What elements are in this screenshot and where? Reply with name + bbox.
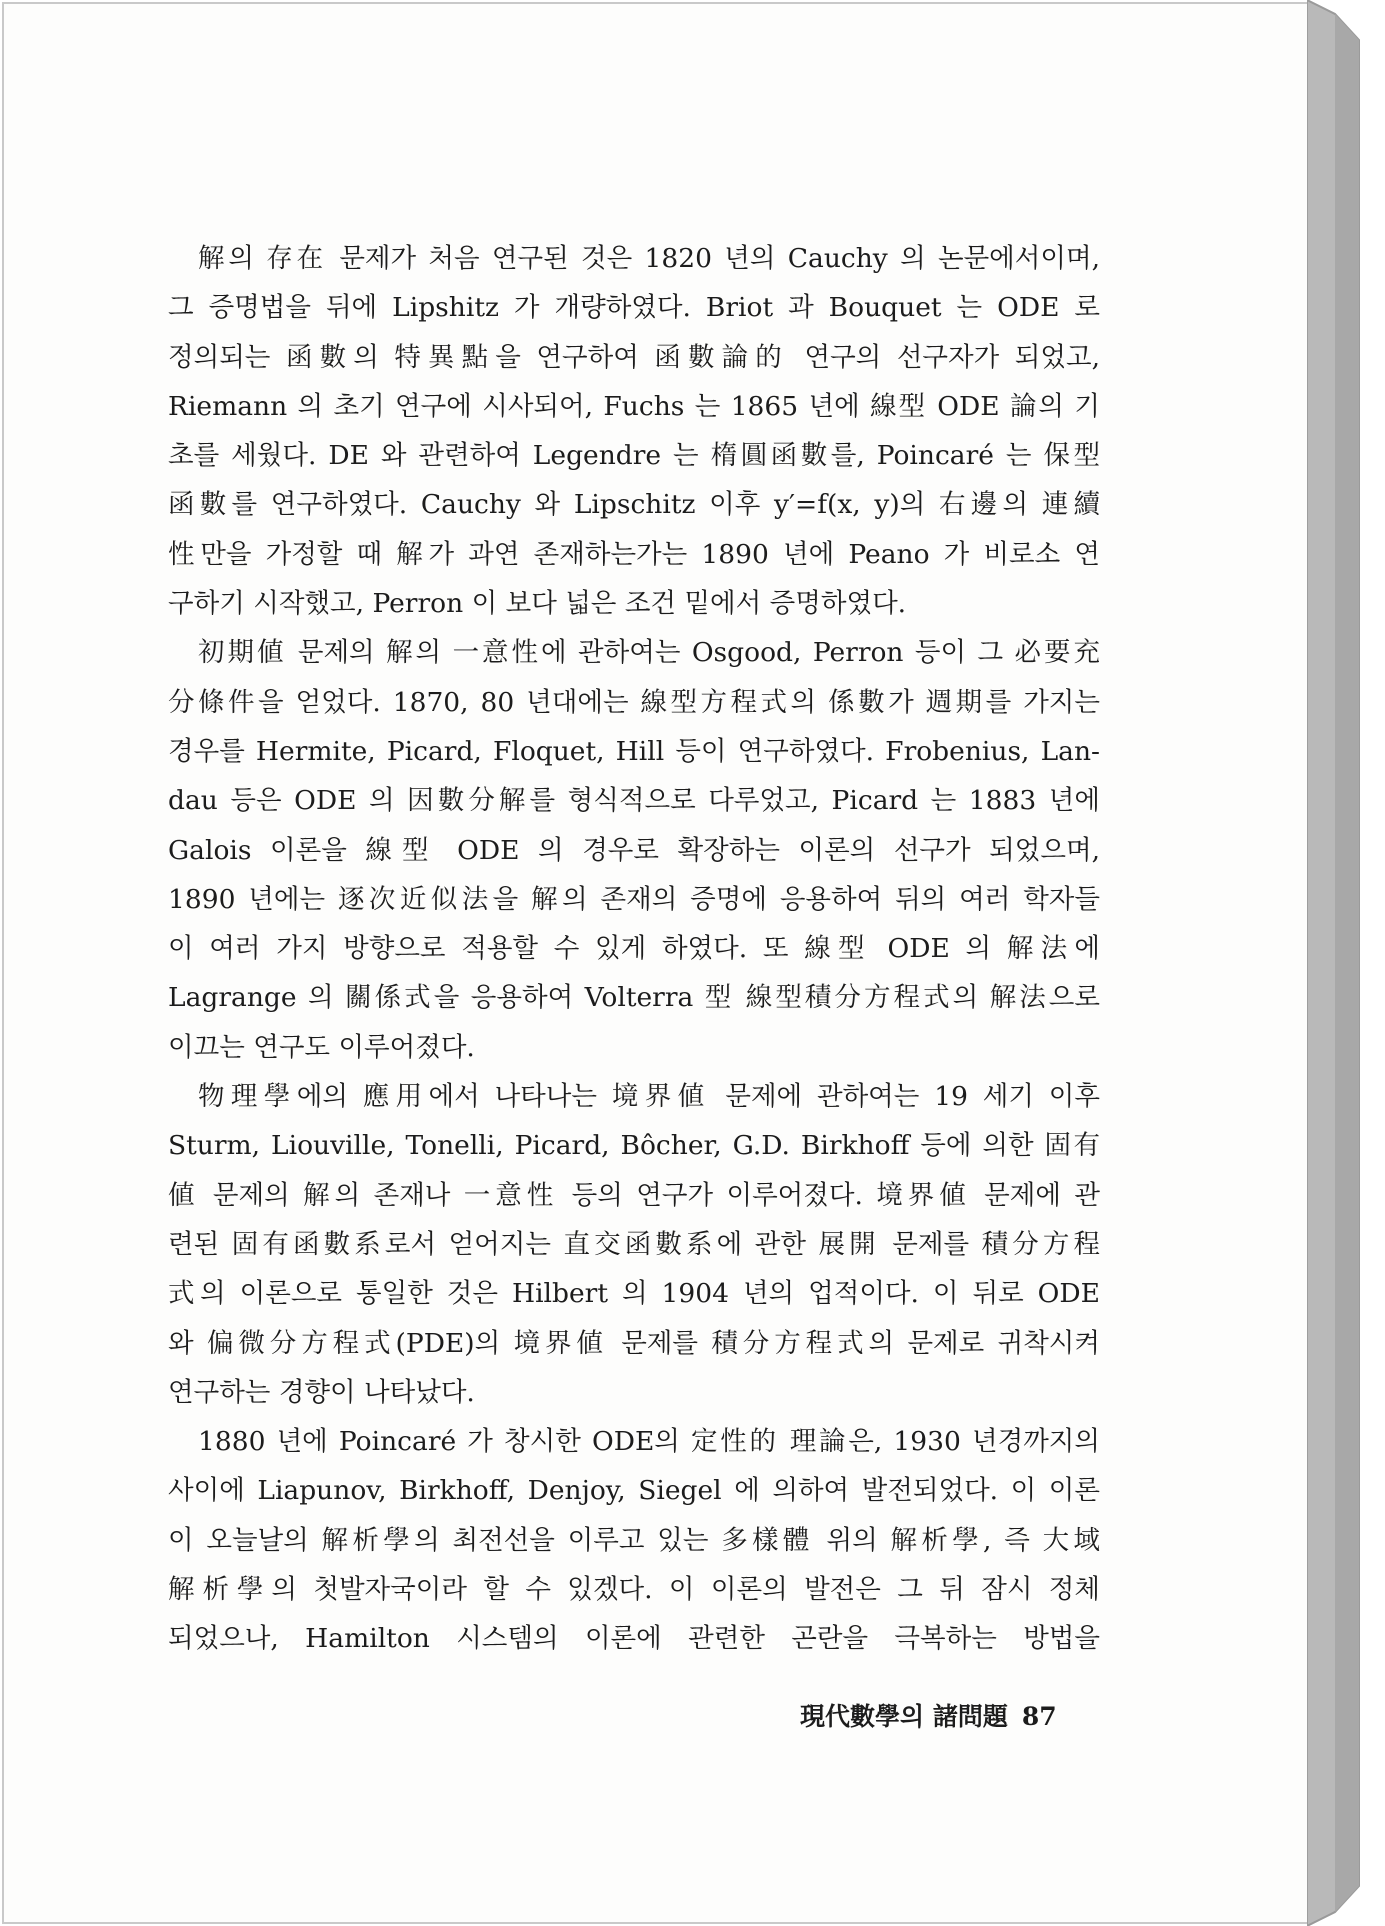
text-line: 初期値 문제의 解의 一意性에 관하여는 Osgood, Perron 등이 그 必要充: [198, 637, 1100, 669]
page-footer: [800, 1697, 1080, 1733]
text-line: 解析學의 첫발자국이라 할 수 있겠다. 이 이론의 발전은 그 뒤 잠시 정체: [168, 1574, 1100, 1606]
text-line: 초를 세웠다. DE 와 관련하여 Legendre 는 楕圓函數를, Poincaré 는 保型: [168, 440, 1100, 472]
text-line: 1890 년에는 逐次近似法을 解의 존재의 증명에 응용하여 뒤의 여러 학자들: [168, 883, 1100, 915]
text-line: 련된 固有函數系로서 얻어지는 直交函數系에 관한 展開 문제를 積分方程: [168, 1228, 1100, 1260]
text-line: 그 증명법을 뒤에 Lipshitz 가 개량하였다. Briot 과 Bouquet 는 ODE 로: [168, 292, 1100, 324]
paragraph-3: [168, 1072, 1100, 1417]
text-line: 사이에 Liapunov, Birkhoff, Denjoy, Siegel 에 의하여 발전되었다. 이 이론: [168, 1475, 1100, 1507]
book-edge: [1307, 0, 1385, 1926]
paragraph-1: [168, 234, 1100, 628]
text-line: 구하기 시작했고, Perron 이 보다 넓은 조건 밑에서 증명하였다.: [168, 588, 907, 620]
text-line: dau 등은 ODE 의 因數分解를 형식적으로 다루었고, Picard 는 1883 년에: [168, 785, 1100, 817]
text-line: 函數를 연구하였다. Cauchy 와 Lipschitz 이후 y′=f(x, y)의 右邊의 連續: [168, 489, 1100, 521]
text-line: 解의 存在 문제가 처음 연구된 것은 1820 년의 Cauchy 의 논문에서이며,: [198, 243, 1100, 274]
text-line: 되었으나, Hamilton 시스템의 이론에 관련한 곤란을 극복하는 방법을: [168, 1623, 1100, 1655]
text-line: Riemann 의 초기 연구에 시사되어, Fuchs 는 1865 년에 線型 ODE 論의 기: [168, 390, 1100, 422]
paragraph-2: [168, 628, 1100, 1072]
text-line: 연구하는 경향이 나타났다.: [168, 1376, 475, 1408]
body-text: [168, 234, 1100, 1664]
text-line: 1880 년에 Poincaré 가 창시한 ODE의 定性的 理論은, 1930 년경까지의: [198, 1426, 1100, 1458]
paragraph-4: [168, 1417, 1100, 1663]
text-line: 式의 이론으로 통일한 것은 Hilbert 의 1904 년의 업적이다. 이 뒤로 ODE: [168, 1278, 1100, 1310]
text-line: 分條件을 얻었다. 1870, 80 년대에는 線型方程式의 係數가 週期를 가지는: [168, 686, 1100, 718]
text-line: 性만을 가정할 때 解가 과연 존재하는가는 1890 년에 Peano 가 비로소 연: [168, 538, 1100, 570]
page-number: 87: [1021, 1702, 1057, 1731]
text-line: 値 문제의 解의 존재나 一意性 등의 연구가 이루어졌다. 境界値 문제에 관: [168, 1179, 1100, 1211]
text-line: Lagrange 의 關係式을 응용하여 Volterra 型 線型積分方程式의 解法으로: [168, 982, 1100, 1014]
text-line: 物理學에의 應用에서 나타나는 境界値 문제에 관하여는 19 세기 이후: [198, 1081, 1100, 1113]
text-line: 경우를 Hermite, Picard, Floquet, Hill 등이 연구하였다. Frobenius, Lan-: [168, 735, 1100, 767]
text-line: Galois 이론을 線型 ODE 의 경우로 확장하는 이론의 선구가 되었으며,: [168, 834, 1100, 866]
text-line: 이 여러 가지 방향으로 적용할 수 있게 하였다. 또 線型 ODE 의 解法에: [168, 933, 1100, 965]
text-line: 정의되는 函數의 特異點을 연구하여 函數論的 연구의 선구자가 되었고,: [168, 341, 1100, 373]
text-line: 이 오늘날의 解析學의 최전선을 이루고 있는 多樣體 위의 解析學, 즉 大域: [168, 1524, 1100, 1556]
text-line: 와 偏微分方程式(PDE)의 境界値 문제를 積分方程式의 문제로 귀착시켜: [168, 1327, 1100, 1359]
text-line: Sturm, Liouville, Tonelli, Picard, Bôcher, G.D. Birkhoff 등에 의한 固有: [168, 1130, 1100, 1162]
running-title: 現代數學의 諸問題: [800, 1702, 1008, 1731]
text-line: 이끄는 연구도 이루어졌다.: [168, 1031, 475, 1063]
